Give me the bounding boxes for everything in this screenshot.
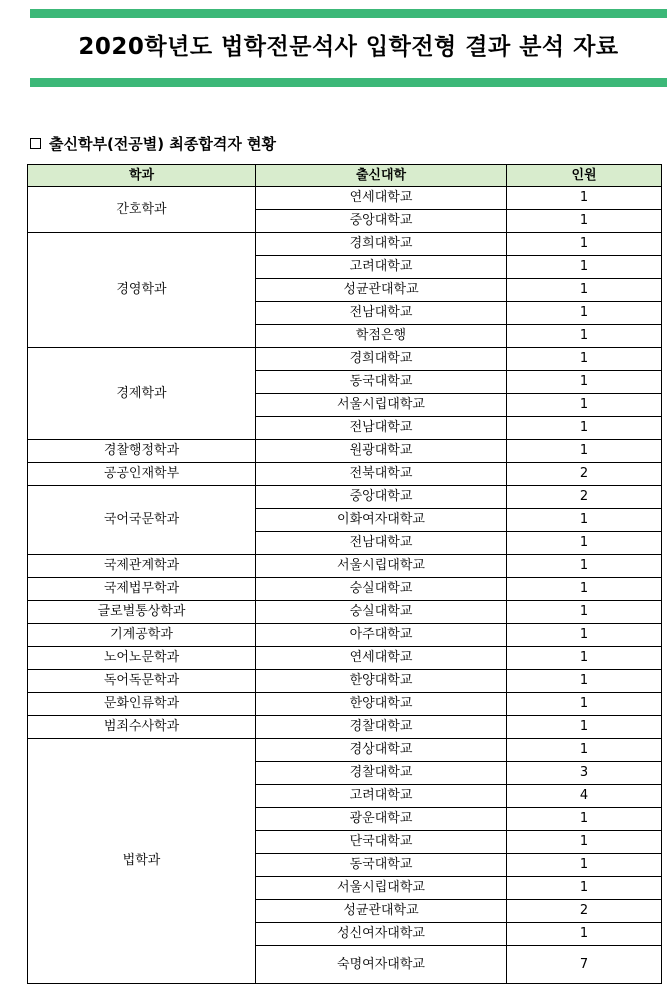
count-cell: 1 (507, 854, 662, 877)
dept-cell: 공공인재학부 (28, 463, 256, 486)
table-body (28, 187, 662, 984)
table-row (28, 601, 662, 624)
count-cell: 1 (507, 187, 662, 210)
table-row (28, 348, 662, 371)
university-cell: 광운대학교 (256, 808, 507, 831)
university-cell: 원광대학교 (256, 440, 507, 463)
count-cell: 1 (507, 831, 662, 854)
university-cell: 경희대학교 (256, 233, 507, 256)
count-cell: 1 (507, 302, 662, 325)
admission-table (27, 164, 662, 984)
checkbox-square-icon (30, 138, 41, 149)
count-cell: 1 (507, 923, 662, 946)
university-cell: 중앙대학교 (256, 486, 507, 509)
university-cell: 숭실대학교 (256, 578, 507, 601)
university-cell: 중앙대학교 (256, 210, 507, 233)
university-cell: 성균관대학교 (256, 900, 507, 923)
table-row (28, 647, 662, 670)
count-cell: 1 (507, 532, 662, 555)
dept-cell: 경제학과 (28, 348, 256, 440)
table-header-row (28, 165, 662, 187)
section-heading (30, 133, 276, 154)
university-cell: 서울시립대학교 (256, 877, 507, 900)
university-cell: 고려대학교 (256, 785, 507, 808)
dept-cell: 법학과 (28, 739, 256, 984)
table-row (28, 624, 662, 647)
count-cell: 1 (507, 693, 662, 716)
university-cell: 서울시립대학교 (256, 394, 507, 417)
bottom-accent-bar (30, 78, 667, 87)
count-cell: 1 (507, 210, 662, 233)
dept-cell: 기계공학과 (28, 624, 256, 647)
university-cell: 전남대학교 (256, 532, 507, 555)
column-header-dept: 학과 (28, 165, 256, 187)
university-cell: 이화여자대학교 (256, 509, 507, 532)
table-row (28, 463, 662, 486)
count-cell: 2 (507, 463, 662, 486)
table-row (28, 716, 662, 739)
count-cell: 1 (507, 647, 662, 670)
university-cell: 전북대학교 (256, 463, 507, 486)
university-cell: 경찰대학교 (256, 716, 507, 739)
count-cell: 4 (507, 785, 662, 808)
count-cell: 1 (507, 808, 662, 831)
page-title: 2020학년도 법학전문석사 입학전형 결과 분석 자료 (78, 34, 619, 60)
column-header-university: 출신대학 (256, 165, 507, 187)
count-cell: 1 (507, 555, 662, 578)
table-row (28, 233, 662, 256)
university-cell: 한양대학교 (256, 693, 507, 716)
dept-cell: 독어독문학과 (28, 670, 256, 693)
count-cell: 1 (507, 601, 662, 624)
university-cell: 숙명여자대학교 (256, 946, 507, 984)
university-cell: 동국대학교 (256, 854, 507, 877)
count-cell: 2 (507, 486, 662, 509)
count-cell: 1 (507, 578, 662, 601)
count-cell: 1 (507, 509, 662, 532)
university-cell: 경상대학교 (256, 739, 507, 762)
count-cell: 1 (507, 440, 662, 463)
count-cell: 1 (507, 739, 662, 762)
count-cell: 1 (507, 348, 662, 371)
university-cell: 성균관대학교 (256, 279, 507, 302)
column-header-count: 인원 (507, 165, 662, 187)
university-cell: 경희대학교 (256, 348, 507, 371)
count-cell: 1 (507, 624, 662, 647)
university-cell: 학점은행 (256, 325, 507, 348)
university-cell: 전남대학교 (256, 417, 507, 440)
university-cell: 한양대학교 (256, 670, 507, 693)
table-row (28, 555, 662, 578)
dept-cell: 국어국문학과 (28, 486, 256, 555)
dept-cell: 범죄수사학과 (28, 716, 256, 739)
table-row (28, 693, 662, 716)
dept-cell: 국제관계학과 (28, 555, 256, 578)
table-row (28, 187, 662, 210)
table-row (28, 440, 662, 463)
university-cell: 서울시립대학교 (256, 555, 507, 578)
count-cell: 1 (507, 325, 662, 348)
dept-cell: 간호학과 (28, 187, 256, 233)
count-cell: 1 (507, 716, 662, 739)
university-cell: 전남대학교 (256, 302, 507, 325)
count-cell: 7 (507, 946, 662, 984)
dept-cell: 경찰행정학과 (28, 440, 256, 463)
count-cell: 1 (507, 394, 662, 417)
count-cell: 1 (507, 877, 662, 900)
university-cell: 경찰대학교 (256, 762, 507, 785)
university-cell: 아주대학교 (256, 624, 507, 647)
count-cell: 1 (507, 670, 662, 693)
count-cell: 1 (507, 233, 662, 256)
dept-cell: 경영학과 (28, 233, 256, 348)
dept-cell: 문화인류학과 (28, 693, 256, 716)
table-row (28, 578, 662, 601)
count-cell: 1 (507, 256, 662, 279)
table-row (28, 486, 662, 509)
university-cell: 숭실대학교 (256, 601, 507, 624)
count-cell: 1 (507, 371, 662, 394)
count-cell: 1 (507, 279, 662, 302)
table-row (28, 739, 662, 762)
university-cell: 동국대학교 (256, 371, 507, 394)
count-cell: 1 (507, 417, 662, 440)
table-row (28, 670, 662, 693)
dept-cell: 국제법무학과 (28, 578, 256, 601)
dept-cell: 노어노문학과 (28, 647, 256, 670)
university-cell: 연세대학교 (256, 647, 507, 670)
count-cell: 2 (507, 900, 662, 923)
top-accent-bar (30, 9, 667, 18)
dept-cell: 글로벌통상학과 (28, 601, 256, 624)
university-cell: 연세대학교 (256, 187, 507, 210)
university-cell: 단국대학교 (256, 831, 507, 854)
count-cell: 3 (507, 762, 662, 785)
university-cell: 고려대학교 (256, 256, 507, 279)
section-title: 출신학부(전공별) 최종합격자 현황 (49, 135, 277, 153)
university-cell: 성신여자대학교 (256, 923, 507, 946)
